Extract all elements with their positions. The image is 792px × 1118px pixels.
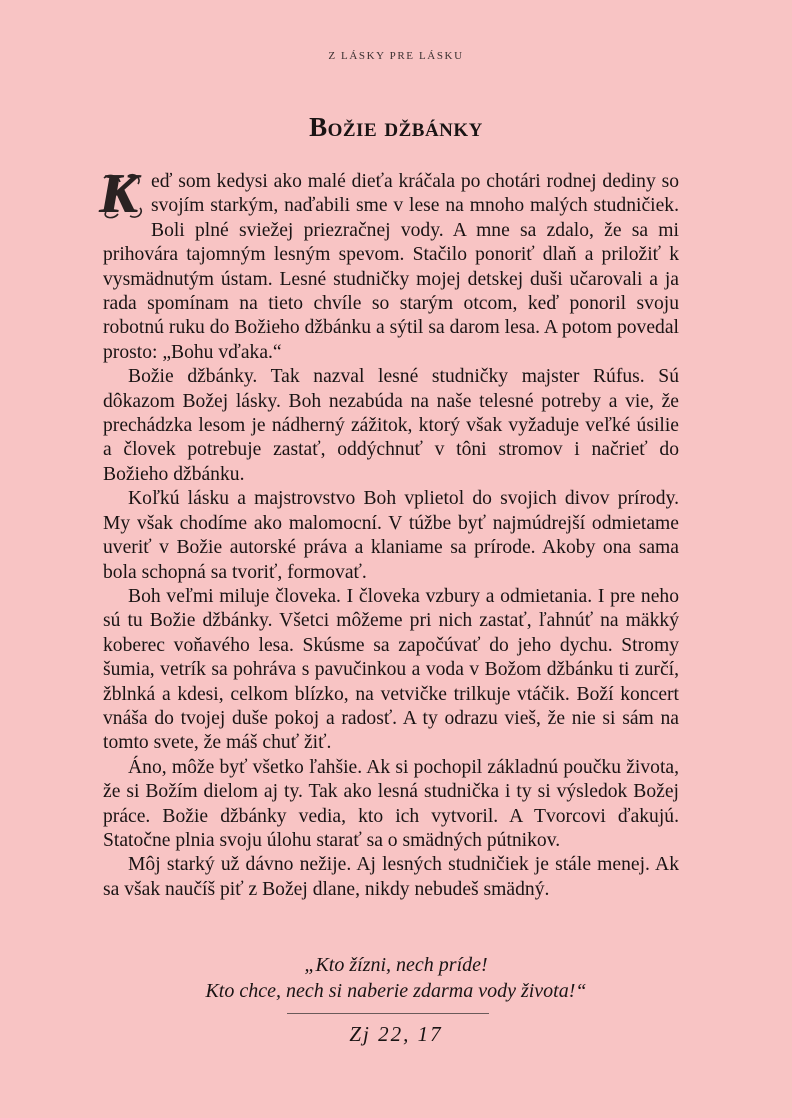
scripture-quote [0,952,792,1004]
paragraph-1 [100,163,679,365]
ornamental-drop-cap [100,163,145,225]
paragraph-2: Božie džbánky. Tak nazval lesné studničky majster Rúfus. Sú dôkazom Božej lásky. Boh nezabúda na naše telesné potreby a vie, že prechádzka lesom je nádherný zážitok, ktorý však vyžaduje veľké úsilie a človek potrebuje zastať, oddýchnuť v tôni stromov i načrieť do Božieho džbánku. [103,366,679,485]
quote-line-2: Kto chce, nech si naberie zdarma vody života!“ [205,980,587,1002]
scripture-reference: Zj 22, 17 [349,1022,443,1046]
quote-line-1: „Kto žízni, nech príde! [304,954,488,976]
paragraph-4: Boh veľmi miluje človeka. I človeka vzbury a odmietania. I pre neho sú tu Božie džbánky. Všetci môžeme pri nich zastať, ľahnúť na mäkký koberec voňavého lesa. Skúsme sa započúvať do jeho dychu. Stromy šumia, vetrík sa pohráva s pavučinkou a voda v Božom džbánku ti zurčí, žblnká a kdesi, celkom blízko, na vetvičke trilkuje vtáčik. Boží koncert vnáša do tvojej duše pokoj a radosť. A ty odrazu vieš, že nie si sám na tomto svete, že máš chuť žiť. [103,585,679,754]
paragraph-1-text: eď som kedysi ako malé dieťa kráčala po chotári rodnej dediny so svojím starkým, naďabili sme v lese na mnoho malých studničiek. Boli plné sviežej priezračnej vody. A mne sa zdalo, že sa mi prihovára tajomným lesným spevom. Stačilo ponoriť dlaň a priložiť k vysmädnutým ústam. Lesné studničky mojej detskej duši učarovali a ja rada spomínam na tieto chvíle so starým otcom, keď ponoril svoju robotnú ruku do Božieho džbánku a sýtil sa darom lesa. A potom povedal prosto: „Bohu vďaka.“ [103,171,679,363]
drop-cap-letter: K [100,163,138,225]
paragraph-5: Áno, môže byť všetko ľahšie. Ak si pochopil základnú poučku života, že si Božím dielom aj ty. Tak ako lesná studnička i ty si výsledok Božej práce. Božie džbánky vedia, kto ich vytvoril. A Tvorcovi ďakujú. Statočne plnia svoju úlohu starať sa o smädných pútnikov. [103,756,679,851]
paragraph-6: Môj starký už dávno nežije. Aj lesných studničiek je stále menej. Ak sa však naučíš piť z Božej dlane, nikdy nebudeš smädný. [103,854,679,900]
running-header: Z LÁSKY PRE LÁSKU [328,50,464,62]
paragraph-3: Koľkú lásku a majstrovstvo Boh vplietol do svojich divov prírody. My však chodíme ako malomocní. V túžbe byť najmúdrejší odmietame uveriť v Božie autorské práva a klaniame sa prírode. Akoby ona sama bola schopná sa tvoriť, formovať. [103,488,679,583]
divider [287,1013,489,1014]
article-title: Božie džbánky [309,112,483,142]
article-body [100,163,679,902]
